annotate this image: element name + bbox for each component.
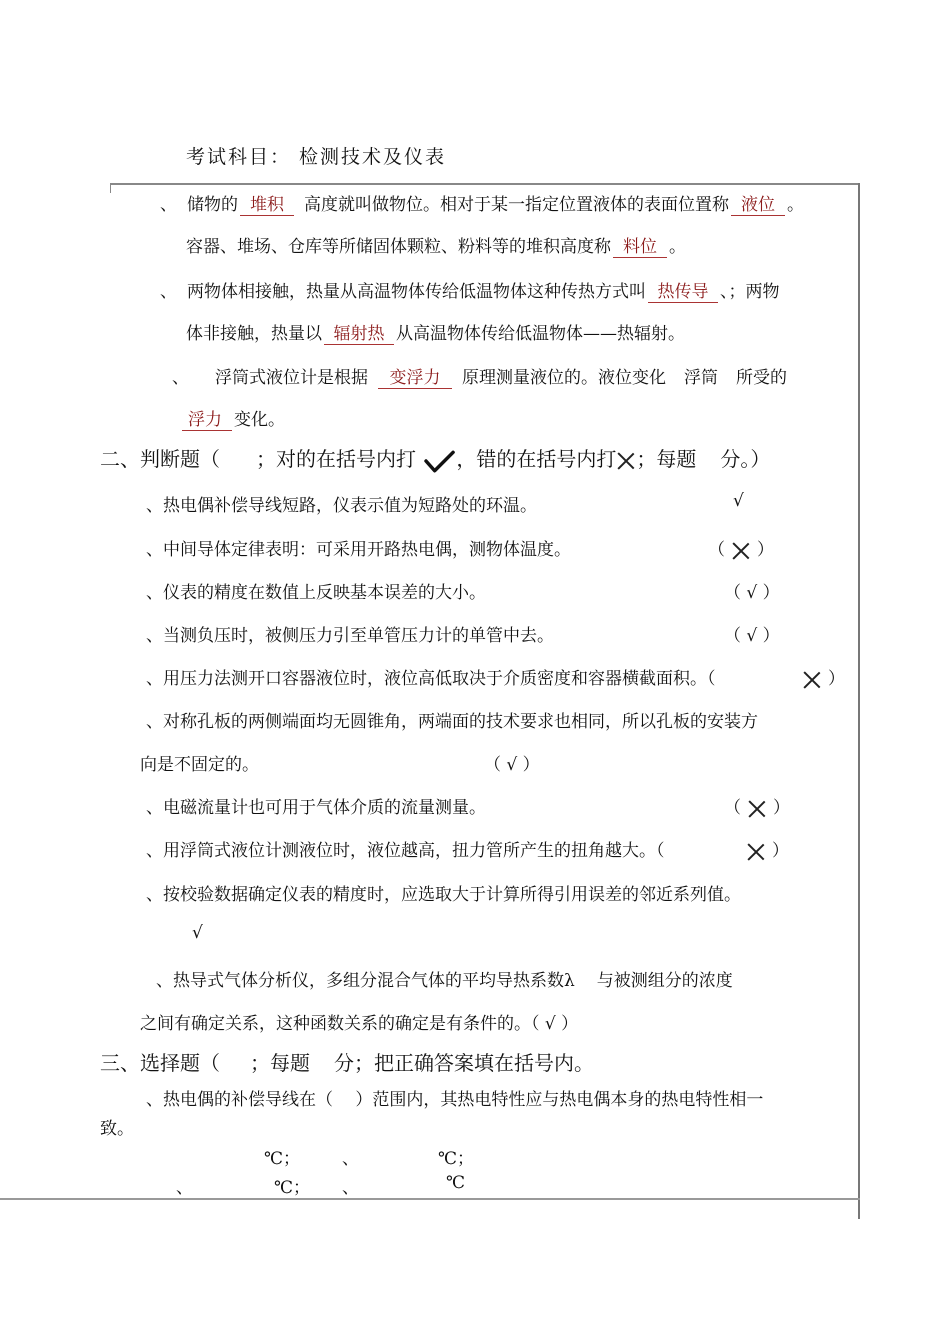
cross-mark-icon: [616, 451, 636, 471]
judge-item-text: 、按校验数据确定仪表的精度时，应选取大于计算所得引用误差的邻近系列值。: [146, 885, 741, 905]
blank-answer: 浮力: [182, 405, 232, 431]
blank-answer: 辐射热: [324, 319, 394, 345]
cross-mark-icon: [746, 842, 766, 862]
fill-q3-line2: 浮力 变化。: [182, 405, 285, 431]
choice-option: ℃；: [438, 1149, 475, 1169]
judge-item-answer: √: [733, 491, 744, 511]
blank-answer: 变浮力: [378, 363, 452, 389]
judge-item-answer: （ ）: [708, 540, 774, 560]
cross-mark-icon: [802, 670, 822, 690]
judge-item-text: 、热导式气体分析仪，多组分混合气体的平均导热系数λ 与被测组分的浓度: [156, 971, 733, 991]
judge-item-text: 、对称孔板的两侧端面均无圆锥角，两端面的技术要求也相同，所以孔板的安装方: [146, 712, 758, 732]
choice-q1-text-cont: 致。: [100, 1119, 134, 1139]
check-mark-icon: [422, 448, 456, 474]
choice-option: ℃；: [264, 1149, 301, 1169]
choice-option-sep: 、: [176, 1178, 193, 1198]
frame-bottom-border: [0, 1198, 860, 1200]
fill-q3-line1: 、 浮筒式液位计是根据 变浮力 原理测量液位的。液位变化 浮筒 所受的: [172, 363, 787, 389]
exam-subject-title: 考试科目： 检测技术及仪表: [186, 146, 447, 168]
judge-item-text: 、中间导体定律表明：可采用开路热电偶，测物体温度。: [146, 540, 571, 560]
cross-mark-icon: [747, 799, 767, 819]
choice-section-heading: 三、选择题（ ；每题 分；把正确答案填在括号内。: [100, 1051, 594, 1075]
choice-option-sep: 、: [342, 1149, 359, 1169]
judge-item-text-cont: 向是不固定的。: [140, 755, 259, 775]
fill-q1-line2: 容器、堆场、仓库等所储固体颗粒、粉料等的堆积高度称 料位 。: [186, 232, 686, 258]
judge-item-text: 、用浮筒式液位计测液位时，液位越高，扭力管所产生的扭角越大。（: [146, 841, 665, 861]
cross-mark-icon: [731, 541, 751, 561]
judge-item-text: 、热电偶补偿导线短路，仪表示值为短路处的环温。: [146, 496, 537, 516]
fill-q1-line1: 、 储物的 堆积 高度就叫做物位。相对于某一指定位置液体的表面位置称 液位 。: [160, 190, 804, 216]
blank-answer: 热传导: [648, 277, 718, 303]
judge-item-answer: √: [192, 923, 203, 943]
choice-option-sep: 、: [342, 1178, 359, 1198]
blank-answer: 液位: [731, 190, 785, 216]
frame-right-border: [858, 183, 860, 1219]
judge-item-answer: （ √ ）: [724, 583, 780, 603]
fill-q2-line1: 、 两物体相接触，热量从高温物体传给低温物体这种传热方式叫 热传导 、；两物: [160, 277, 780, 303]
judge-item-answer: （ √ ）: [724, 626, 780, 646]
judge-item-text: 、当测负压时，被侧压力引至单管压力计的单管中去。: [146, 626, 554, 646]
judge-item-answer: ）: [746, 836, 789, 862]
frame-top-border: [110, 183, 860, 185]
judge-item-text: 、电磁流量计也可用于气体介质的流量测量。: [146, 798, 486, 818]
fill-q2-line2: 体非接触，热量以 辐射热 从高温物体传给低温物体——热辐射。: [186, 319, 685, 345]
judge-section-heading: 二、判断题（ ；对的在括号内打 ，错的在括号内打 ；每题 分。）: [100, 443, 770, 474]
frame-left-tick: [110, 183, 111, 193]
judge-item-text: 、用压力法测开口容器液位时，液位高低取决于介质密度和容器横截面积。（: [146, 669, 716, 689]
judge-item-answer: ）: [802, 664, 845, 690]
judge-item-text-cont: 之间有确定关系，这种函数关系的确定是有条件的。（ √ ）: [140, 1014, 579, 1034]
judge-item-answer: （ √ ）: [484, 755, 540, 775]
choice-option: ℃: [446, 1173, 466, 1193]
blank-answer: 料位: [613, 232, 667, 258]
blank-answer: 堆积: [240, 190, 294, 216]
judge-item-text: 、仪表的精度在数值上反映基本误差的大小。: [146, 583, 486, 603]
choice-q1-text: 、热电偶的补偿导线在（ ）范围内，其热电特性应与热电偶本身的热电特性相一: [146, 1090, 764, 1110]
judge-item-answer: （ ）: [724, 798, 790, 818]
choice-option: ℃；: [274, 1178, 311, 1198]
